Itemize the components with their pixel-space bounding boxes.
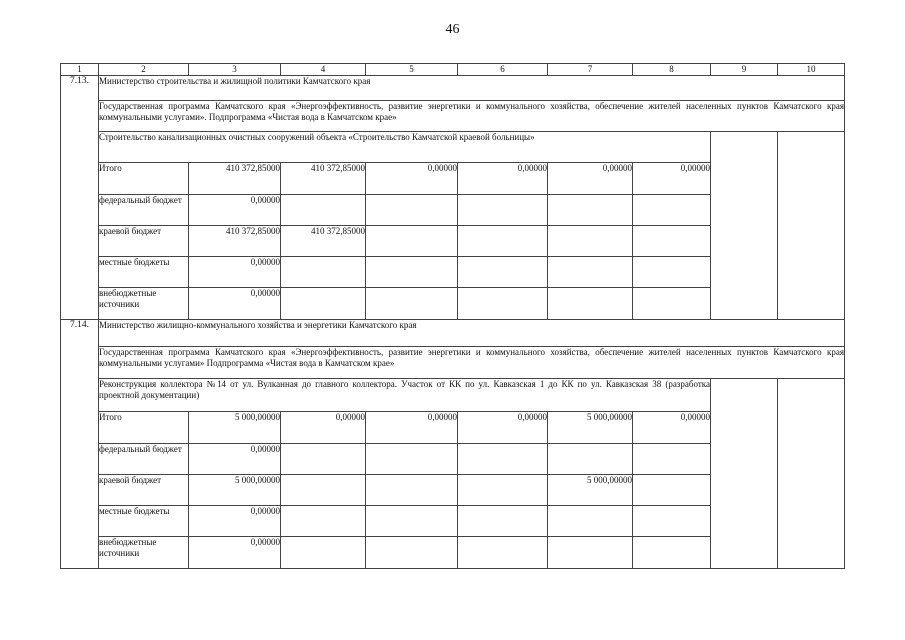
amount-cell-col5: [366, 444, 458, 475]
amount-cell-col8: [633, 288, 711, 320]
amount-cell-col8: [633, 195, 711, 226]
amount-cell-col4: [281, 475, 366, 506]
amount-cell-col4: [281, 195, 366, 226]
amount-cell-col6: [458, 537, 548, 569]
amount-cell-col8: 0,00000: [633, 163, 711, 195]
amount-cell-col4: [281, 257, 366, 288]
amount-cell-col7: [548, 506, 633, 537]
row-number: 7.14.: [61, 320, 99, 569]
amount-cell-col4: [281, 506, 366, 537]
amount-cell-col3: 410 372,85000: [189, 163, 281, 195]
amount-cell-col7: [548, 444, 633, 475]
section-program-row: [61, 101, 845, 132]
amount-cell-col8: [633, 475, 711, 506]
amount-cell-col3: 0,00000: [189, 195, 281, 226]
amount-cell-col7: [548, 195, 633, 226]
section-program-row: [61, 347, 845, 379]
column-number-8: 8: [633, 64, 711, 76]
amount-cell-col6: [458, 506, 548, 537]
amount-cell-col7: [548, 257, 633, 288]
column-number-4: 4: [281, 64, 366, 76]
section-ministry-row: [61, 76, 845, 101]
amount-cell-col5: [366, 537, 458, 569]
financing-source-label: Итого: [99, 412, 189, 444]
column-number-3: 3: [189, 64, 281, 76]
column-number-9: 9: [711, 64, 778, 76]
amount-cell-col6: 0,00000: [458, 412, 548, 444]
col10-empty: [778, 379, 845, 569]
amount-cell-col4: [281, 444, 366, 475]
amount-cell-col8: [633, 537, 711, 569]
object-name: Реконструкция коллектора №14 от ул. Вулканная до главного коллектора. Участок от КК по ул. Кавказская 1 до КК по ул. Кавказская 38 (разработка проектной документации): [99, 379, 711, 412]
amount-cell-col8: [633, 226, 711, 257]
financing-source-label: местные бюджеты: [99, 506, 189, 537]
amount-cell-col7: 5 000,00000: [548, 475, 633, 506]
amount-cell-col7: [548, 226, 633, 257]
column-number-7: 7: [548, 64, 633, 76]
financing-source-label: краевой бюджет: [99, 475, 189, 506]
column-number-5: 5: [366, 64, 458, 76]
amount-cell-col5: [366, 475, 458, 506]
section-ministry-row: [61, 320, 845, 347]
amount-cell-col5: 0,00000: [366, 412, 458, 444]
program-name: Государственная программа Камчатского края «Энергоэффективность, развитие энергетики и коммунального хозяйства, обеспечение жителей населенных пунктов Камчатского края коммунальными услугами» Подпрограмма «Чистая вода в Камчатском крае»: [99, 347, 845, 379]
amount-cell-col6: [458, 257, 548, 288]
amount-cell-col5: [366, 257, 458, 288]
col10-empty: [778, 132, 845, 320]
column-number-2: 2: [99, 64, 189, 76]
section-object-row: [61, 132, 845, 163]
financing-source-label: федеральный бюджет: [99, 195, 189, 226]
amount-cell-col3: 0,00000: [189, 537, 281, 569]
amount-cell-col8: [633, 506, 711, 537]
program-name: Государственная программа Камчатского края «Энергоэффективность, развитие энергетики и коммунального хозяйства, обеспечение жителей населенных пунктов Камчатского края коммунальными услугами». Подпрограмма «Чистая вода в Камчатском крае»: [99, 101, 845, 132]
financing-source-label: Итого: [99, 163, 189, 195]
amount-cell-col6: [458, 444, 548, 475]
amount-cell-col7: 5 000,00000: [548, 412, 633, 444]
object-name: Строительство канализационных очистных сооружений объекта «Строительство Камчатской краевой больницы»: [99, 132, 711, 163]
column-number-10: 10: [778, 64, 845, 76]
amount-cell-col7: [548, 537, 633, 569]
column-number-6: 6: [458, 64, 548, 76]
amount-cell-col8: [633, 444, 711, 475]
table-body: [61, 64, 845, 569]
budget-table: [60, 63, 845, 569]
financing-source-label: внебюджетные источники: [99, 288, 189, 320]
amount-cell-col5: 0,00000: [366, 163, 458, 195]
column-number-1: 1: [61, 64, 99, 76]
amount-cell-col5: [366, 288, 458, 320]
amount-cell-col5: [366, 195, 458, 226]
amount-cell-col6: [458, 288, 548, 320]
amount-cell-col7: [548, 288, 633, 320]
amount-cell-col4: 410 372,85000: [281, 226, 366, 257]
amount-cell-col3: 0,00000: [189, 257, 281, 288]
amount-cell-col8: [633, 257, 711, 288]
section-object-row: [61, 379, 845, 412]
amount-cell-col3: 5 000,00000: [189, 475, 281, 506]
ministry-name: Министерство строительства и жилищной политики Камчатского края: [99, 76, 845, 101]
amount-cell-col3: 0,00000: [189, 288, 281, 320]
amount-cell-col3: 410 372,85000: [189, 226, 281, 257]
amount-cell-col4: [281, 288, 366, 320]
amount-cell-col6: [458, 226, 548, 257]
amount-cell-col4: [281, 537, 366, 569]
amount-cell-col8: 0,00000: [633, 412, 711, 444]
amount-cell-col4: 410 372,85000: [281, 163, 366, 195]
amount-cell-col6: 0,00000: [458, 163, 548, 195]
amount-cell-col5: [366, 506, 458, 537]
col9-empty: [711, 379, 778, 569]
amount-cell-col5: [366, 226, 458, 257]
financing-source-label: краевой бюджет: [99, 226, 189, 257]
amount-cell-col3: 0,00000: [189, 506, 281, 537]
amount-cell-col4: 0,00000: [281, 412, 366, 444]
row-number: 7.13.: [61, 76, 99, 320]
financing-source-label: внебюджетные источники: [99, 537, 189, 569]
financing-source-label: местные бюджеты: [99, 257, 189, 288]
financing-source-label: федеральный бюджет: [99, 444, 189, 475]
amount-cell-col3: 0,00000: [189, 444, 281, 475]
amount-cell-col7: 0,00000: [548, 163, 633, 195]
amount-cell-col3: 5 000,00000: [189, 412, 281, 444]
col9-empty: [711, 132, 778, 320]
amount-cell-col6: [458, 475, 548, 506]
column-number-header: [61, 64, 845, 76]
ministry-name: Министерство жилищно-коммунального хозяйства и энергетики Камчатского края: [99, 320, 845, 347]
page-number: 46: [445, 22, 460, 37]
amount-cell-col6: [458, 195, 548, 226]
